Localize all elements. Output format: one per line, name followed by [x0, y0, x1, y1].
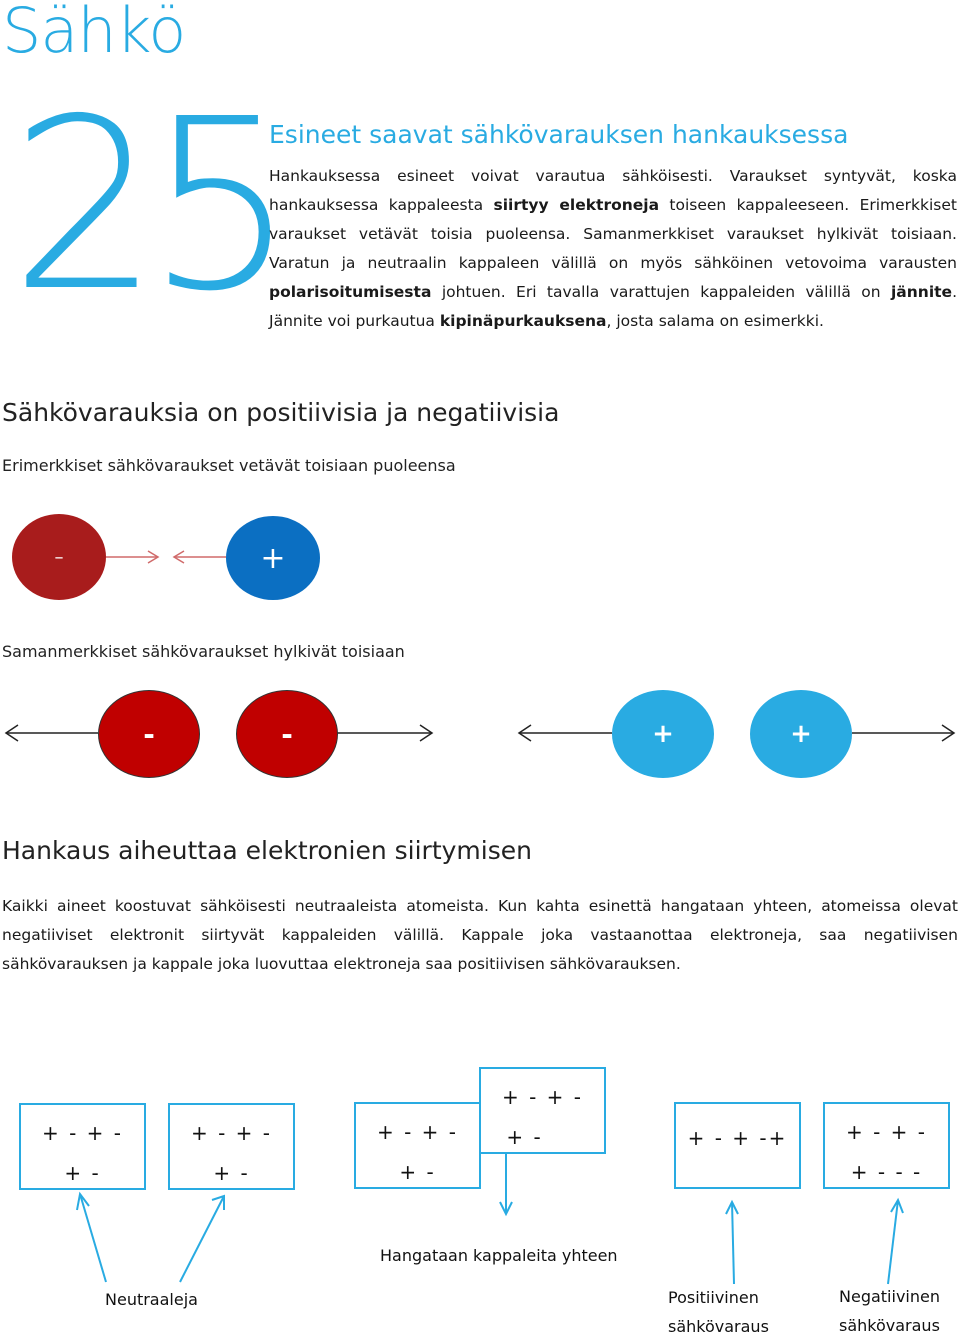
charge-box-rub-right [479, 1067, 606, 1154]
box-line-2: + - [506, 1125, 543, 1149]
charge-box-neutral-2 [168, 1103, 295, 1190]
paragraph-text: johtuen. Eri tavalla varattujen kappaleiden välillä on [431, 283, 891, 301]
arrow-rub-down [500, 1154, 512, 1214]
attract-arrow-right [106, 551, 158, 563]
box-line-1: + - + - [190, 1121, 273, 1145]
label-neutral: Neutraaleja [105, 1290, 198, 1309]
label-positive-line2: sähkövaraus [668, 1317, 769, 1336]
paragraph-text: Hankauksessa esineet voivat varautua sähköisesti. Varaukset syntyvät, koska hankauksessa kappaleesta [269, 167, 957, 214]
attract-arrow-left [174, 551, 226, 563]
box-line-1: + - + - [501, 1085, 584, 1109]
positive-sign: + [652, 719, 674, 749]
bold-term: kipinäpurkauksena [439, 312, 607, 330]
repel-arrow-right-red [337, 725, 432, 741]
box-line-1: + - + -+ [687, 1126, 788, 1150]
repel-arrow-left-blue [519, 725, 612, 741]
box-line-1: + - + - [41, 1121, 124, 1145]
charge-box-rub-left [354, 1102, 481, 1189]
bold-term: polarisoitumisesta [269, 283, 432, 301]
box-line-2: + - - - [850, 1160, 923, 1184]
section-heading-rubbing: Esineet saavat sähkövarauksen hankauksessa [269, 120, 849, 149]
section-heading-charges: Sähkövarauksia on positiivisia ja negatiivisia [2, 398, 560, 427]
negative-charge-circle-b [236, 690, 338, 778]
label-positive-line1: Positiivinen [668, 1288, 759, 1307]
section-heading-electron-transfer: Hankaus aiheuttaa elektronien siirtymisen [2, 836, 532, 865]
attract-caption: Erimerkkiset sähkövaraukset vetävät toisiaan puoleensa [2, 456, 456, 475]
repel-arrow-right-blue [852, 725, 954, 741]
positive-sign: + [260, 540, 286, 576]
paragraph-text: toiseen kappaleeseen. Erimerkkiset varaukset vetävät toisia puoleensa. Samanmerkkiset varaukset hylkivät toisiaan. Varatun ja neutraalin kappaleen välillä on myös sähköinen vetovoima varausten [269, 196, 957, 272]
box-line-2: + - [399, 1160, 436, 1184]
charge-box-negative [823, 1102, 950, 1189]
charge-box-neutral-1 [19, 1103, 146, 1190]
negative-charge-circle-a [98, 690, 200, 778]
paragraph-text: . Jännite voi purkautua [269, 283, 957, 330]
box-line-1: + - + - [376, 1120, 459, 1144]
bold-term: siirtyy elektroneja [493, 196, 660, 214]
negative-sign: - [281, 717, 293, 751]
positive-sign: + [790, 719, 812, 749]
chapter-number: 25 [10, 68, 283, 343]
paragraph-text: , josta salama on esimerkki. [606, 312, 824, 330]
repel-arrow-left-red [6, 725, 98, 741]
box-line-2: + - [213, 1161, 250, 1185]
label-rub: Hangataan kappaleita yhteen [380, 1246, 618, 1265]
arrow-neutral-2 [180, 1196, 224, 1282]
box-line-2: + - [64, 1161, 101, 1185]
label-negative-line1: Negatiivinen [839, 1287, 940, 1306]
electron-transfer-paragraph: Kaikki aineet koostuvat sähköisesti neutraaleista atomeista. Kun kahta esinettä hangataan yhteen, atomeissa olevat negatiiviset elektronit siirtyvät kappaleiden välillä. Kappale joka vastaanottaa elektroneja, saa negatiivisen sähkövarauksen ja kappale joka luovuttaa elektroneja saa positiivisen sähkövarauksen. [2, 897, 958, 973]
negative-sign: - [143, 717, 155, 751]
bold-term: jännite [890, 283, 953, 301]
page-title: Sähkö [2, 0, 186, 67]
arrow-neutral-1 [77, 1194, 106, 1282]
arrow-negative [888, 1200, 903, 1284]
label-negative-line2: sähkövaraus [839, 1316, 940, 1335]
positive-charge-circle-b [750, 690, 852, 778]
repel-caption: Samanmerkkiset sähkövaraukset hylkivät toisiaan [2, 642, 405, 661]
positive-charge-circle-a [612, 690, 714, 778]
box-line-1: + - + - [845, 1120, 928, 1144]
arrow-positive [726, 1202, 738, 1284]
negative-sign: – [54, 546, 64, 568]
charge-box-positive [674, 1102, 801, 1189]
